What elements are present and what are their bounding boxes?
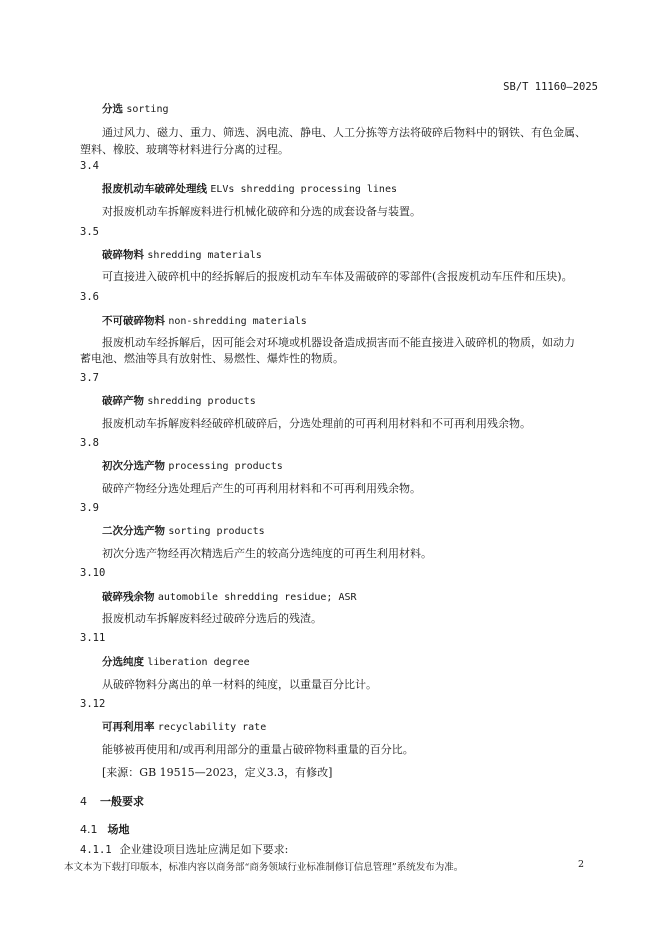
- page-number: 2: [577, 859, 584, 870]
- clause-number: 3.12: [80, 698, 106, 710]
- term-en: liberation degree: [147, 657, 250, 668]
- term-cn: 二次分选产物: [102, 525, 165, 537]
- clause-number: 3.10: [80, 567, 106, 579]
- source-note: [来源：GB 19515—2023，定义3.3，有修改]: [102, 766, 333, 779]
- standard-number: SB/T 11160—2025: [503, 81, 598, 93]
- clause-number: 3.11: [80, 632, 106, 644]
- subsection-title: 场地: [107, 823, 130, 836]
- definition-line: 通过风力、磁力、重力、筛选、涡电流、静电、人工分拣等方法将破碎后物料中的钢铁、有色金属、: [102, 126, 586, 139]
- term-shredding-materials: [102, 247, 262, 262]
- term-cn: 破碎产物: [102, 395, 144, 407]
- term-cn: 分选纯度: [102, 656, 144, 668]
- clause-number: 3.4: [80, 160, 99, 172]
- term-non-shredding: [102, 313, 307, 328]
- section-number: 4: [80, 795, 87, 808]
- term-elv-lines: [102, 181, 397, 196]
- clause-4-1-1: [80, 841, 288, 857]
- term-cn: 分选: [102, 103, 123, 115]
- term-en: sorting products: [168, 526, 265, 537]
- section-heading: [80, 793, 144, 809]
- term-en: sorting: [126, 104, 169, 115]
- section-title: 一般要求: [100, 795, 144, 808]
- subsection-heading: [80, 821, 130, 837]
- term-en: shredding products: [147, 396, 256, 407]
- term-liberation-degree: [102, 654, 250, 669]
- subsection-number: 4.1: [80, 823, 98, 836]
- term-en: ELVs shredding processing lines: [210, 184, 397, 195]
- term-cn: 破碎残余物: [102, 591, 155, 603]
- term-cn: 破碎物料: [102, 249, 144, 261]
- definition-line: 能够被再使用和/或再利用部分的重量占破碎物料重量的百分比。: [102, 743, 414, 756]
- clause-number: 3.9: [80, 502, 99, 514]
- definition-line: 对报废机动车拆解废料进行机械化破碎和分选的成套设备与装置。: [102, 205, 421, 218]
- definition-line: 可直接进入破碎机中的经拆解后的报废机动车车体及需破碎的零部件(含报废机动车压件和压块)。: [102, 270, 573, 283]
- definition-line: 蓄电池、燃油等具有放射性、易燃性、爆炸性的物质。: [80, 352, 344, 365]
- clause-number: 3.6: [80, 291, 99, 303]
- term-sorting-products: [102, 523, 265, 538]
- term-en: processing products: [168, 461, 283, 472]
- definition-line: 破碎产物经分选处理后产生的可再利用材料和不可再利用残余物。: [102, 482, 421, 495]
- term-en: recyclability rate: [157, 722, 267, 733]
- term-recyclability-rate: [102, 719, 266, 734]
- term-sorting: [102, 101, 169, 116]
- definition-line: 塑料、橡胶、玻璃等材料进行分离的过程。: [80, 143, 289, 156]
- term-en: automobile shredding residue; ASR: [157, 592, 357, 603]
- definition-line: 初次分选产物经再次精选后产生的较高分选纯度的可再生利用材料。: [102, 547, 432, 560]
- term-shredding-products: [102, 393, 256, 408]
- clause-number: 3.7: [80, 372, 99, 384]
- term-cn: 初次分选产物: [102, 460, 165, 472]
- term-processing-products: [102, 458, 283, 473]
- footer-note: 本文本为下载打印版本，标准内容以商务部“商务领域行业标准制修订信息管理”系统发布为准。: [64, 862, 464, 873]
- definition-line: 从破碎物料分离出的单一材料的纯度，以重量百分比计。: [102, 678, 377, 691]
- term-cn: 可再利用率: [102, 721, 155, 733]
- term-asr: [102, 589, 357, 604]
- term-cn: 不可破碎物料: [102, 315, 165, 327]
- term-en: non-shredding materials: [168, 316, 307, 327]
- definition-line: 报废机动车拆解废料经破碎机破碎后，分选处理前的可再利用材料和不可再利用残余物。: [102, 417, 531, 430]
- clause-number: 4.1.1: [80, 844, 112, 856]
- clause-text: 企业建设项目选址应满足如下要求:: [119, 843, 289, 856]
- term-en: shredding materials: [147, 250, 262, 261]
- term-cn: 报废机动车破碎处理线: [102, 183, 207, 195]
- clause-number: 3.8: [80, 437, 99, 449]
- definition-line: 报废机动车拆解废料经过破碎分选后的残渣。: [102, 612, 322, 625]
- clause-number: 3.5: [80, 226, 99, 238]
- definition-line: 报废机动车经拆解后，因可能会对环境或机器设备造成损害而不能直接进入破碎机的物质，如动力: [102, 336, 575, 349]
